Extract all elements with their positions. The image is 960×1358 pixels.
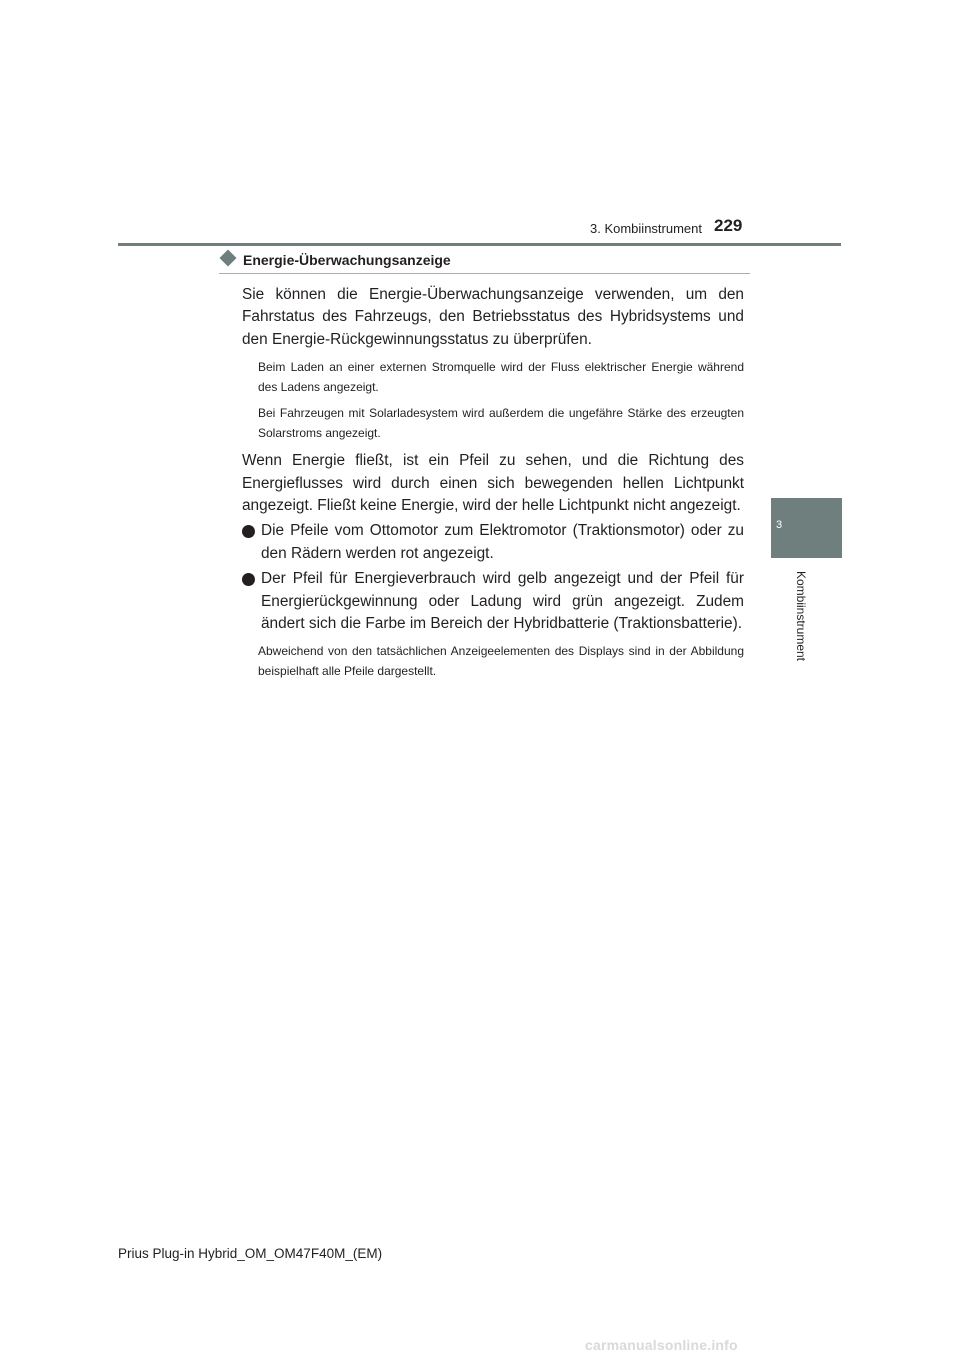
- bullet-text: Die Pfeile vom Ottomotor zum Elektromotor (Traktionsmotor) oder zu den Rädern werden rot angezeigt.: [261, 522, 744, 562]
- intro-paragraph: Sie können die Energie-Überwachungsanzeige verwenden, um den Fahrstatus des Fahrzeugs, den Betriebsstatus des Hybridsystems und den Energie-Rückgewinnungsstatus zu überprüfen.: [242, 286, 744, 348]
- chapter-tab-number: 3: [776, 519, 783, 531]
- chapter-tab-label: Kombiinstrument: [794, 570, 808, 662]
- bullet-item: [242, 520, 744, 565]
- footer-doc-id: Prius Plug-in Hybrid_OM_OM47F40M_(EM): [118, 1246, 383, 1261]
- bullet-dot-icon: [242, 525, 255, 538]
- bullet-dot-icon: [242, 573, 255, 586]
- section-title: Energie-Überwachungsanzeige: [243, 252, 451, 268]
- flow-paragraph: Wenn Energie fließt, ist ein Pfeil zu sehen, und die Richtung des Energieflusses wird durch einen sich bewegenden hellen Lichtpunkt angezeigt. Fließt keine Energie, wird der helle Lichtpunkt nicht angezeigt.: [242, 452, 744, 515]
- section-heading: [219, 252, 750, 274]
- bullet-item: [242, 568, 744, 635]
- note-solar-charging: Bei Fahrzeugen mit Solarladesystem wird außerdem die ungefähre Stärke des erzeugten Solarstroms angezeigt.: [258, 406, 744, 441]
- main-content: [242, 284, 744, 681]
- header-rule: [118, 243, 841, 246]
- note-external-charging: Beim Laden an einer externen Stromquelle wird der Fluss elektrischer Energie während des Ladens angezeigt.: [258, 360, 744, 395]
- watermark: carmanualsonline.info: [585, 1337, 738, 1353]
- page-number: 229: [714, 216, 743, 235]
- note-illustration: Abweichend von den tatsächlichen Anzeigeelementen des Displays sind in der Abbildung beispielhaft alle Pfeile dargestellt.: [258, 644, 744, 679]
- header-chapter: 3. Kombiinstrument: [590, 221, 702, 236]
- diamond-icon: [220, 250, 237, 267]
- bullet-text: Der Pfeil für Energieverbrauch wird gelb angezeigt und der Pfeil für Energierückgewinnung oder Ladung wird grün angezeigt. Zudem ändert sich die Farbe im Bereich der Hybridbatterie (Traktionsbatterie).: [261, 570, 744, 633]
